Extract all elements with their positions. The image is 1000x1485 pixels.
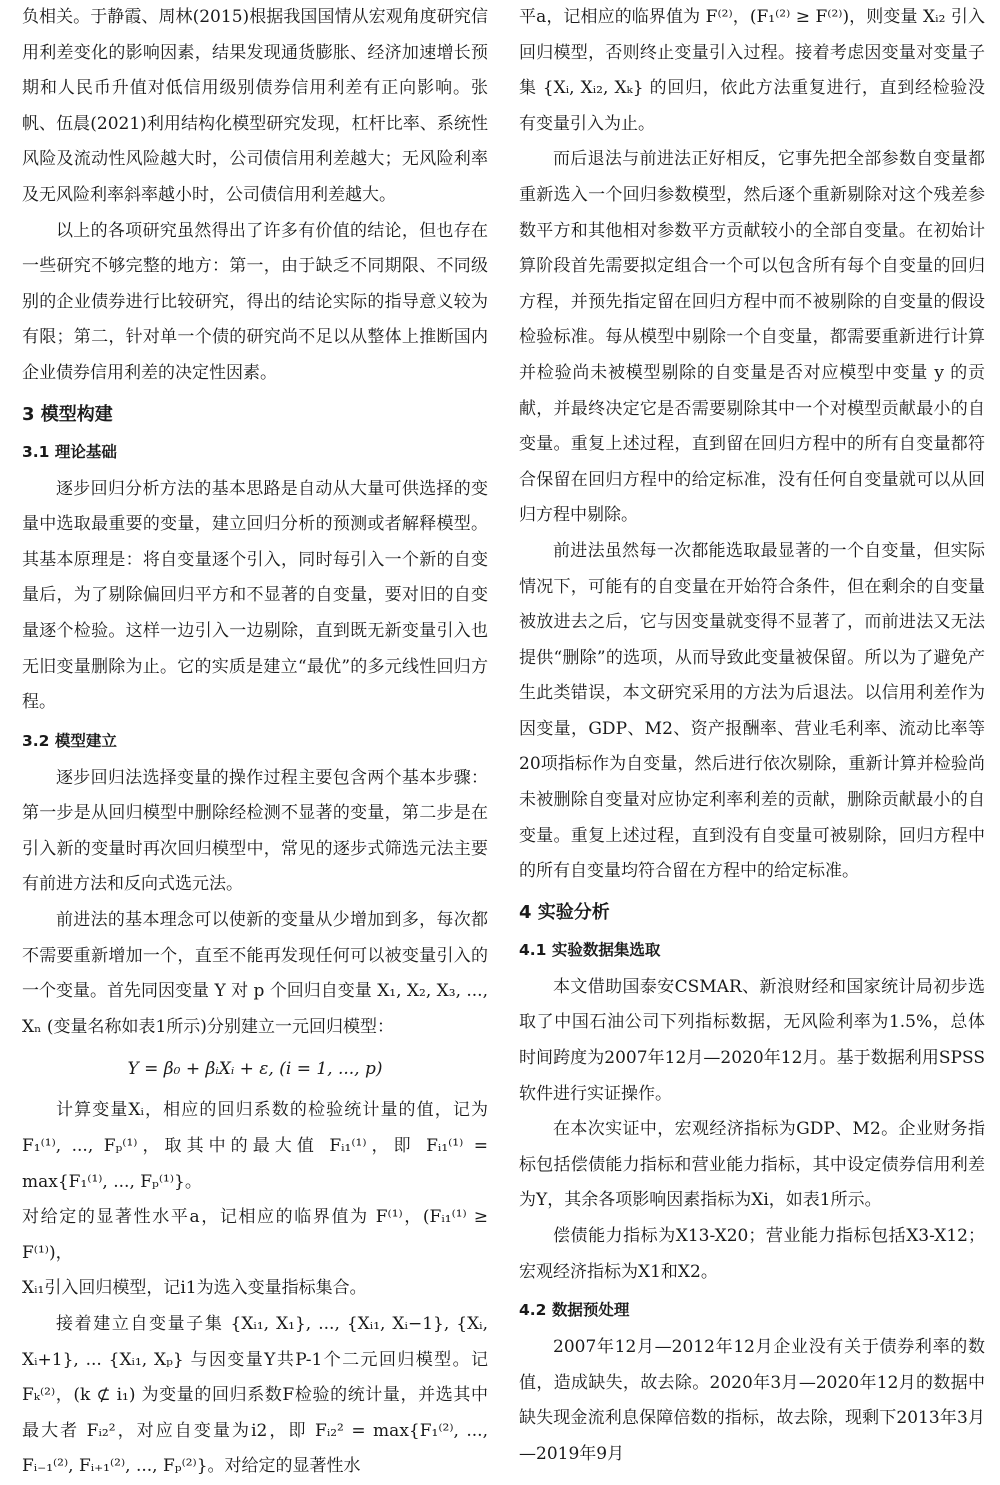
paragraph: 偿债能力指标为X13-X20；营业能力指标包括X3-X12；宏观经济指标为X1和X2。 xyxy=(519,1226,985,1282)
paragraph: 计算变量Xᵢ，相应的回归系数的检验统计量的值，记为 F₁⁽¹⁾, ..., Fₚ⁽¹⁾，取其中的最大值 Fᵢ₁⁽¹⁾，即 Fᵢ₁⁽¹⁾ = max{F₁⁽¹⁾, ..., Fₚ⁽¹⁾}。 xyxy=(22,1100,488,1192)
paragraph: 平a，记相应的临界值为 F⁽²⁾，(F₁⁽²⁾ ≥ F⁽²⁾)，则变量 Xᵢ₂ 引入回归模型，否则终止变量引入过程。接着考虑因变量对变量子集 {Xᵢ, Xᵢ₂, Xₖ} 的回归，依此方法重复进行，直到经检验没有变量引入为止。 xyxy=(519,7,985,134)
equation: Y = β₀ + βᵢXᵢ + ε, (i = 1, ..., p) xyxy=(127,1059,383,1080)
subsection-heading: 3.1 理论基础 xyxy=(22,442,117,461)
paragraph: 接着建立自变量子集 {Xᵢ₁, X₁}, ..., {Xᵢ₁, Xᵢ−1}, {Xᵢ, Xᵢ+1}, ... {Xᵢ₁, Xₚ} 与因变量Y共P-1个二元回归模型。记 Fₖ⁽²⁾，(k ⊄ i₁) 为变量的回归系数F检验的统计量，并选其中最大者 Fᵢ₂²，对应自变量为i2，即 Fᵢ₂² = max{F₁⁽²⁾, ..., Fᵢ₋₁⁽²⁾, Fᵢ₊₁⁽²⁾, ..., Fₚ⁽²⁾}。对给定的显著性水 xyxy=(22,1314,488,1477)
paragraph: 在本次实证中，宏观经济指标为GDP、M2。企业财务指标包括偿债能力指标和营业能力指标，其中设定债券信用利差为Y，其余各项影响因素指标为Xi，如表1所示。 xyxy=(519,1119,985,1211)
paragraph: 本文借助国泰安CSMAR、新浪财经和国家统计局初步选取了中国石油公司下列指标数据，无风险利率为1.5%，总体时间跨度为2007年12月—2020年12月。基于数据利用SPSS软件进行实证操作。 xyxy=(519,976,985,1104)
paragraph: 负相关。于静霞、周林(2015)根据我国国情从宏观角度研究信用利差变化的影响因素，结果发现通货膨胀、经济加速增长预期和人民币升值对低信用级别债券信用利差有正向影响。张帆、伍晨(2021)利用结构化模型研究发现，杠杆比率、系统性风险及流动性风险越大时，公司债信用利差越大；无风险利率及无风险利率斜率越小时，公司债信用利差越大。 xyxy=(22,7,488,205)
section-heading: 3 模型构建 xyxy=(22,403,113,425)
paragraph: 2007年12月—2012年12月企业没有关于债券利率的数值，造成缺失，故去除。2020年3月—2020年12月的数据中缺失现金流利息保障倍数的指标，故去除，现剩下2013年3月—2019年9月 xyxy=(519,1337,985,1464)
paragraph: 前进法的基本理念可以使新的变量从少增加到多，每次都不需要重新增加一个，直至不能再发现任何可以被变量引入的一个变量。首先同因变量 Y 对 p 个回归自变量 X₁, X₂, X₃, ..., Xₙ (变量名称如表1所示)分别建立一元回归模型： xyxy=(22,910,488,1037)
paragraph: 逐步回归分析方法的基本思路是自动从大量可供选择的变量中选取最重要的变量，建立回归分析的预测或者解释模型。其基本原理是：将自变量逐个引入，同时每引入一个新的自变量后，为了剔除偏回归平方和不显著的自变量，要对旧的自变量逐个检验。这样一边引入一边剔除，直到既无新变量引入也无旧变量删除为止。它的实质是建立“最优”的多元线性回归方程。 xyxy=(22,478,488,713)
paragraph: 逐步回归法选择变量的操作过程主要包含两个基本步骤：第一步是从回归模型中删除经检测不显著的变量，第二步是在引入新的变量时再次回归模型中，常见的逐步式筛选元法主要有前进方法和反向式选元法。 xyxy=(22,767,488,895)
subsection-heading: 4.2 数据预处理 xyxy=(519,1301,630,1320)
subsection-heading: 3.2 模型建立 xyxy=(22,731,117,750)
left-column xyxy=(22,0,488,1485)
right-column xyxy=(519,0,985,1473)
paragraph: 对给定的显著性水平a，记相应的临界值为 F⁽¹⁾，(Fᵢ₁⁽¹⁾ ≥ F⁽¹⁾)， xyxy=(22,1207,488,1263)
paragraph: 前进法虽然每一次都能选取最显著的一个自变量，但实际情况下，可能有的自变量在开始符合条件，但在剩余的自变量被放进去之后，它与因变量就变得不显著了，而前进法又无法提供“删除”的选项，从而导致此变量被保留。所以为了避免产生此类错误，本文研究采用的方法为后退法。以信用利差作为因变量，GDP、M2、资产报酬率、营业毛利率、流动比率等20项指标作为自变量，然后进行依次剔除，重新计算并检验尚未被删除自变量对应协定利率利差的贡献，删除贡献最小的自变量。重复上述过程，直到没有自变量可被剔除，回归方程中的所有自变量均符合留在方程中的给定标准。 xyxy=(519,540,985,882)
section-heading: 4 实验分析 xyxy=(519,901,610,923)
subsection-heading: 4.1 实验数据集选取 xyxy=(519,940,661,959)
paragraph: 而后退法与前进法正好相反，它事先把全部参数自变量都重新选入一个回归参数模型，然后逐个重新剔除对这个残差参数平方和其他相对参数平方贡献较小的全部自变量。在初始计算阶段首先需要拟定组合一个可以包含所有每个自变量的回归方程，并预先指定留在回归方程中而不被剔除的自变量的假设检验标准。每从模型中剔除一个自变量，都需要重新进行计算并检验尚未被模型剔除的自变量是否对应模型中变量 y 的贡献，并最终决定它是否需要剔除其中一个对模型贡献最小的自变量。重复上述过程，直到留在回归方程中的所有自变量都符合保留在回归方程中的给定标准，没有任何自变量就可以从回归方程中剔除。 xyxy=(519,149,985,526)
paragraph: Xᵢ₁引入回归模型，记i1为选入变量指标集合。 xyxy=(22,1278,367,1299)
paragraph: 以上的各项研究虽然得出了许多有价值的结论，但也存在一些研究不够完整的地方：第一，由于缺乏不同期限、不同级别的企业债券进行比较研究，得出的结论实际的指导意义较为有限；第二，针对单一个债的研究尚不足以从整体上推断国内企业债券信用利差的决定性因素。 xyxy=(22,220,488,383)
